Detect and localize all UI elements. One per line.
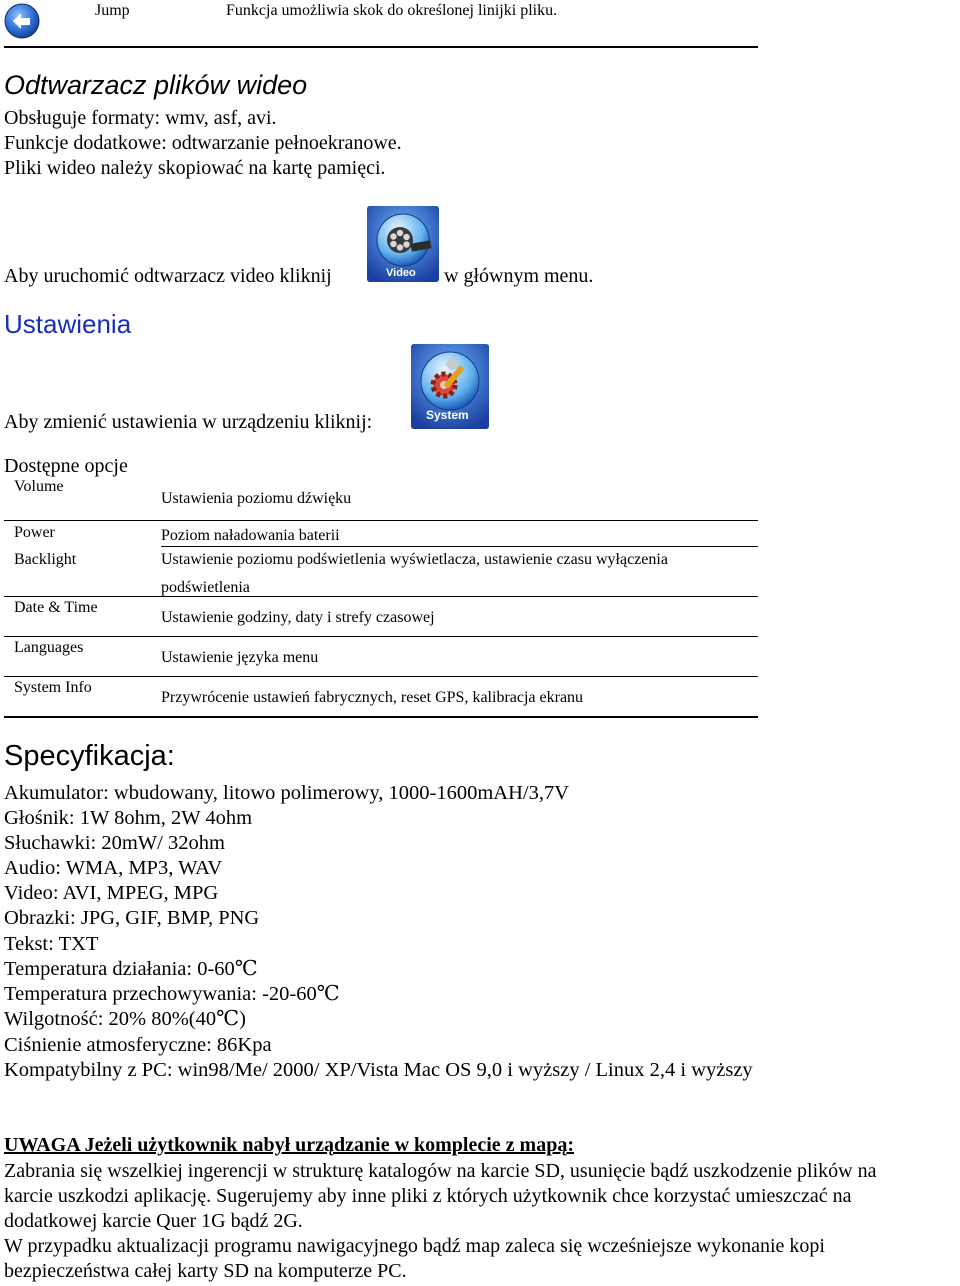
option-desc-backlight-cont: podświetlenia (161, 579, 250, 596)
option-name-date-time: Date & Time (14, 599, 98, 616)
spec-line: Kompatybilny z PC: win98/Me/ 2000/ XP/Vista Mac OS 9,0 i wyższy / Linux 2,4 i wyższy (4, 1059, 753, 1081)
humidity-close-paren: ) (239, 1008, 246, 1030)
warning-line: bezpieczeństwa całej karty SD na komputerze PC. (4, 1260, 407, 1282)
spec-line (4, 1007, 246, 1032)
video-line: Funkcje dodatkowe: odtwarzanie pełnoekranowe. (4, 132, 402, 154)
back-button[interactable] (4, 3, 40, 39)
spec-line: Tekst: TXT (4, 933, 99, 955)
video-launch-text-end: w głównym menu. (444, 265, 594, 287)
table-divider (4, 636, 758, 637)
specs-title: Specyfikacja: (4, 740, 175, 772)
video-line: Pliki wideo należy skopiować na kartę pamięci. (4, 157, 386, 179)
video-line: Obsługuje formaty: wmv, asf, avi. (4, 107, 277, 129)
option-name-power: Power (14, 524, 55, 541)
spec-line: Audio: WMA, MP3, WAV (4, 857, 223, 879)
video-launch-text: Aby uruchomić odtwarzacz video kliknij (4, 265, 332, 287)
spec-line: Akumulator: wbudowany, litowo polimerowy, 1000-1600mAH/3,7V (4, 782, 570, 804)
spec-text: Wilgotność: 20% 80%(40 (4, 1008, 217, 1030)
table-divider (161, 546, 758, 547)
video-section-title: Odtwarzacz plików wideo (4, 70, 308, 100)
video-app-button[interactable] (367, 206, 439, 282)
jump-description: Funkcja umożliwia skok do określonej linijki pliku. (226, 2, 558, 19)
option-name-volume: Volume (14, 478, 64, 495)
option-name-system-info: System Info (14, 679, 92, 696)
spec-line: Ciśnienie atmosferyczne: 86Kpa (4, 1034, 272, 1056)
warning-line: karcie uszkodzi aplikację. Sugerujemy aby inne pliki z których użytkownik chce korzystać umieszczać na (4, 1185, 852, 1207)
spec-line (4, 982, 340, 1007)
options-heading: Dostępne opcje (4, 455, 128, 477)
top-divider (4, 46, 758, 48)
spec-text: Temperatura przechowywania: -20-60 (4, 983, 317, 1005)
system-app-button[interactable] (411, 344, 489, 429)
degree-unit: ℃ (216, 1008, 240, 1030)
table-divider (4, 596, 758, 597)
option-desc-power: Poziom naładowania baterii (161, 527, 340, 544)
spec-line (4, 957, 258, 982)
degree-unit: ℃ (234, 958, 258, 980)
spec-text: Temperatura działania: 0-60 (4, 958, 235, 980)
spec-line: Słuchawki: 20mW/ 32ohm (4, 832, 225, 854)
option-desc-volume: Ustawienia poziomu dźwięku (161, 490, 352, 507)
table-divider (4, 520, 758, 521)
warning-line: dodatkowej karcie Quer 1G bądź 2G. (4, 1210, 303, 1232)
option-desc-backlight: Ustawienie poziomu podświetlenia wyświetlacza, ustawienie czasu wyłączenia (161, 551, 668, 568)
degree-unit: ℃ (316, 983, 340, 1005)
warning-heading: UWAGA Jeżeli użytkownik nabył urządzanie w komplecie z mapą: (4, 1134, 574, 1156)
video-icon-caption: Video (386, 267, 416, 279)
spec-line: Głośnik: 1W 8ohm, 2W 4ohm (4, 807, 253, 829)
option-name-backlight: Backlight (14, 551, 77, 568)
spec-line: Video: AVI, MPEG, MPG (4, 882, 219, 904)
option-desc-languages: Ustawienie języka menu (161, 649, 319, 666)
jump-label: Jump (95, 2, 130, 19)
option-desc-date-time: Ustawienie godziny, daty i strefy czasowej (161, 609, 435, 626)
warning-line: Zabrania się wszelkiej ingerencji w strukturę katalogów na karcie SD, usunięcie bądź uszkodzenie plików na (4, 1160, 877, 1182)
option-desc-system-info: Przywrócenie ustawień fabrycznych, reset GPS, kalibracja ekranu (161, 689, 584, 706)
settings-change-text: Aby zmienić ustawienia w urządzeniu kliknij: (4, 411, 373, 433)
option-name-languages: Languages (14, 639, 84, 656)
table-divider (4, 676, 758, 677)
table-bottom-divider (4, 716, 758, 718)
system-icon-caption: System (426, 408, 469, 422)
warning-line: W przypadku aktualizacji programu nawigacyjnego bądź map zaleca się wcześniejsze wykonanie kopi (4, 1235, 825, 1257)
back-arrow-icon (4, 3, 40, 39)
settings-section-title: Ustawienia (4, 309, 132, 339)
spec-line: Obrazki: JPG, GIF, BMP, PNG (4, 907, 260, 929)
